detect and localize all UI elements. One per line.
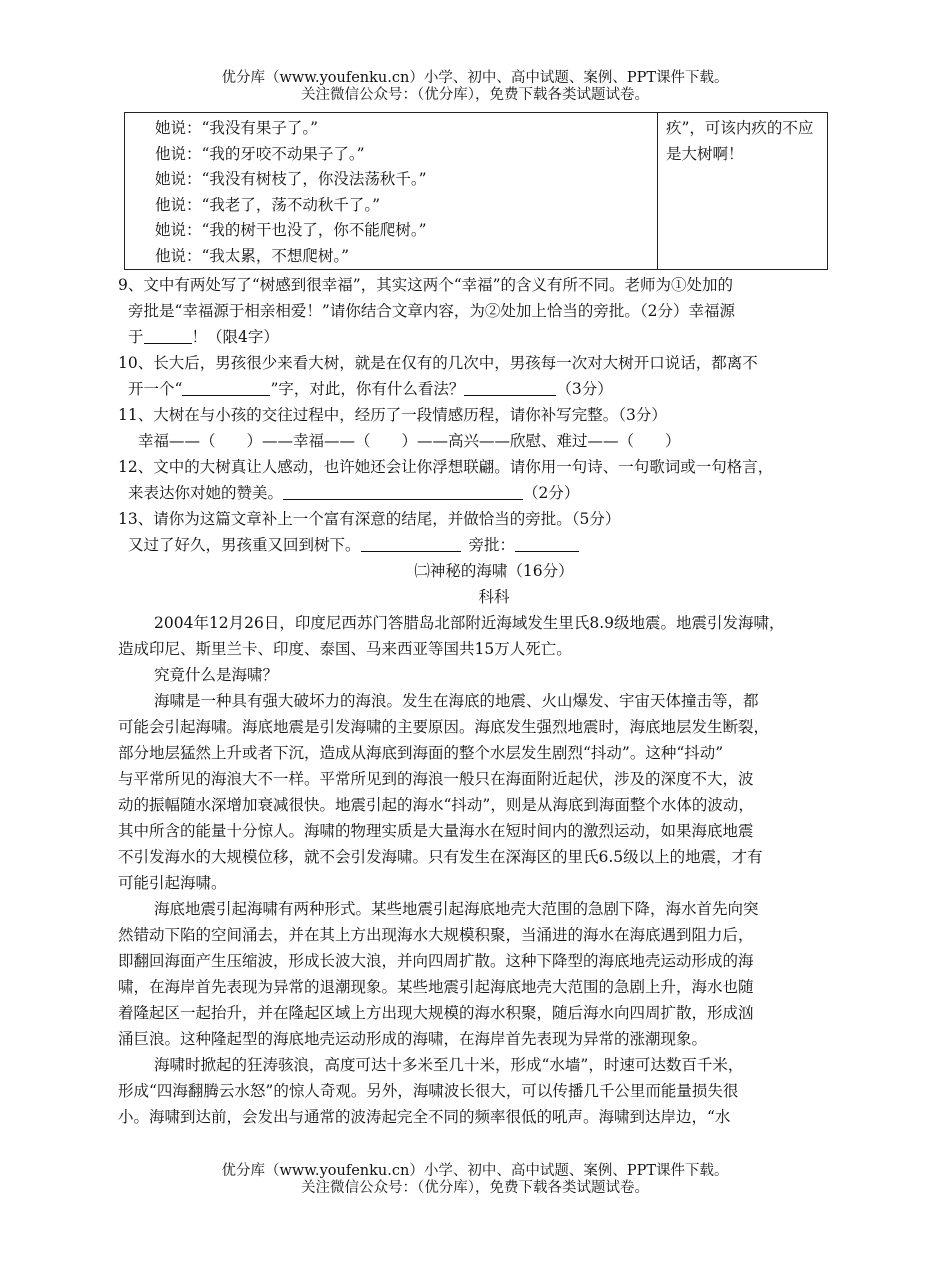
paragraph-line: 啸，在海岸首先表现为异常的退潮现象。某些地震引起海底地壳大范围的急剧上升，海水也随 (118, 978, 754, 996)
question-text: 又过了好久，男孩重又回到树下。 (128, 536, 361, 554)
question-line: 幸福——（ ）——幸福——（ ）——高兴——欣慰、难过——（ ） (138, 432, 681, 450)
question-line: 旁批是“幸福源于相亲相爱！”请你结合文章内容，为②处加上恰当的旁批。（2分）幸福源 (128, 302, 735, 320)
paragraph-line: 可能引起海啸。 (118, 874, 227, 892)
dialogue-line: 她说：“我的树干也没了，你不能爬树。” (155, 221, 427, 239)
question-10 (118, 350, 870, 402)
page-header (0, 70, 950, 104)
paragraph-line: 小。海啸到达前，会发出与通常的波涛起完全不同的频率很低的吼声。海啸到达岸边，“水 (118, 1108, 731, 1126)
dialogue-line: 她说：“我没有果子了。” (155, 119, 319, 137)
question-text: ”字，对此，你有什么看法？ (270, 380, 465, 398)
question-line (118, 480, 870, 506)
side-note-line: 疚”，可该内疚的不应 (666, 119, 814, 137)
question-text: （3分） (556, 380, 613, 398)
question-text: 旁批： (468, 536, 516, 554)
paragraph-line: 涌巨浪。这种隆起型的海底地壳运动形成的海啸，在海岸首先表现为异常的涨潮现象。 (118, 1030, 708, 1048)
dialogue-line: 他说：“我的牙咬不动果子了。” (155, 144, 365, 163)
paragraph-line: 与平常所见的海浪大不一样。平常所见到的海浪一般只在海面附近起伏，涉及的深度不大，波 (118, 770, 754, 788)
header-line-1: 优分库（www.youfenku.cn）小学、初中、高中试题、案例、PPT课件下载。 (221, 70, 729, 86)
paragraph-line: 部分地层猛然上升或者下沉，造成从海底到海面的整个水层发生剧烈“抖动”。这种“抖动” (118, 744, 724, 762)
question-text: 来表达你对她的赞美。 (128, 484, 284, 502)
dialogue-line: 他说：“我太累，不想爬树。” (155, 246, 350, 265)
dialogue-line: 她说：“我没有树枝了，你没法荡秋千。” (155, 170, 427, 188)
paragraph-line: 可能会引起海啸。海底地震是引发海啸的主要原因。海底发生强烈地震时，海底地层发生断裂， (118, 718, 770, 736)
dialogue-table (124, 112, 828, 270)
article-paragraph (118, 662, 870, 688)
dialogue-line: 他说：“我老了，荡不动秋千了。” (155, 195, 381, 214)
main-content (118, 272, 870, 1130)
paragraph-line: 形成“四海翻腾云水怒”的惊人奇观。另外，海啸波长很大，可以传播几千公里而能量损失很 (118, 1082, 739, 1100)
answer-blank[interactable] (515, 534, 579, 552)
paragraph-line: 造成印尼、斯里兰卡、印度、泰国、马来西亚等国共15万人死亡。 (118, 640, 572, 658)
paragraph-line: 其中所含的能量十分惊人。海啸的物理实质是大量海水在短时间内的激烈运动，如果海底地震 (118, 822, 754, 840)
question-line (118, 376, 870, 402)
question-line (118, 532, 870, 558)
answer-blank[interactable] (464, 378, 556, 396)
question-line: 11、大树在与小孩的交往过程中，经历了一段情感历程，请你补写完整。（3分） (118, 406, 667, 424)
question-line: 9、文中有两处写了“树感到很幸福”，其实这两个“幸福”的含义有所不同。老师为①处加的 (118, 276, 734, 294)
paragraph-line: 2004年12月26日，印度尼西苏门答腊岛北部附近海域发生里氏8.9级地震。地震引发海啸， (154, 614, 785, 632)
paragraph-line: 海啸时掀起的狂涛骇浪，高度可达十多米至几十米，形成“水墙”，时速可达数百千米， (154, 1056, 744, 1074)
paragraph-line: 着隆起区一起抬升，并在隆起区域上方出现大规模的海水积聚，随后海水向四周扩散，形成汹 (118, 1004, 754, 1022)
question-9 (118, 272, 870, 350)
question-text: 于 (128, 328, 144, 346)
answer-blank[interactable] (283, 482, 523, 500)
question-line (118, 324, 870, 350)
paragraph-line: 海啸是一种具有强大破坏力的海浪。发生在海底的地震、火山爆发、宇宙天体撞击等，都 (154, 692, 759, 710)
side-note-line: 是大树啊！ (666, 144, 744, 163)
question-line: 10、长大后，男孩很少来看大树，就是在仅有的几次中，男孩每一次对大树开口说话，都离不 (118, 354, 758, 372)
answer-blank[interactable] (182, 378, 270, 396)
question-line: 13、请你为这篇文章补上一个富有深意的结尾，并做恰当的旁批。（5分） (118, 510, 621, 528)
question-12 (118, 454, 870, 506)
page-footer (0, 1163, 950, 1197)
article-paragraph (118, 688, 870, 896)
article-paragraph (118, 896, 870, 1052)
paragraph-line: 不引发海水的大规模位移，就不会引发海啸。只有发生在深海区的里氏6.5级以上的地震，才有 (118, 848, 763, 866)
paragraph-line: 究竟什么是海啸？ (154, 666, 279, 684)
dialogue-cell (125, 113, 658, 270)
article-paragraph (118, 610, 870, 662)
question-11 (118, 402, 870, 454)
footer-line-2: 关注微信公众号：（优分库），免费下载各类试题试卷。 (301, 1180, 649, 1196)
question-text: ！（限4字） (191, 328, 279, 346)
answer-blank[interactable] (144, 326, 192, 344)
header-line-2: 关注微信公众号：（优分库），免费下载各类试题试卷。 (301, 87, 649, 103)
question-line: 12、文中的大树真让人感动，也许她还会让你浮想联翩。请你用一句诗、一句歌词或一句格言， (118, 458, 774, 476)
paragraph-line: 海底地震引起海啸有两种形式。某些地震引起海底地壳大范围的急剧下降，海水首先向突 (154, 900, 759, 918)
article-author: 科科 (478, 588, 510, 606)
paragraph-line: 然错动下陷的空间涌去，并在其上方出现海水大规模积聚，当涌进的海水在海底遇到阻力后， (118, 926, 754, 944)
footer-line-1: 优分库（www.youfenku.cn）小学、初中、高中试题、案例、PPT课件下载。 (221, 1163, 729, 1179)
side-note-cell (658, 113, 828, 270)
article-title: ㈡神秘的海啸（16分） (414, 562, 574, 580)
answer-blank[interactable] (361, 534, 461, 552)
paragraph-line: 即翻回海面产生压缩波，形成长波大浪，并向四周扩散。这种下降型的海底地壳运动形成的海 (118, 952, 754, 970)
question-text: 开一个“ (128, 380, 183, 398)
article-paragraph (118, 1052, 870, 1130)
question-text: （2分） (523, 484, 580, 502)
question-13 (118, 506, 870, 558)
paragraph-line: 动的振幅随水深增加衰减很快。地震引起的海水“抖动”，则是从海底到海面整个水体的波动， (118, 796, 754, 814)
